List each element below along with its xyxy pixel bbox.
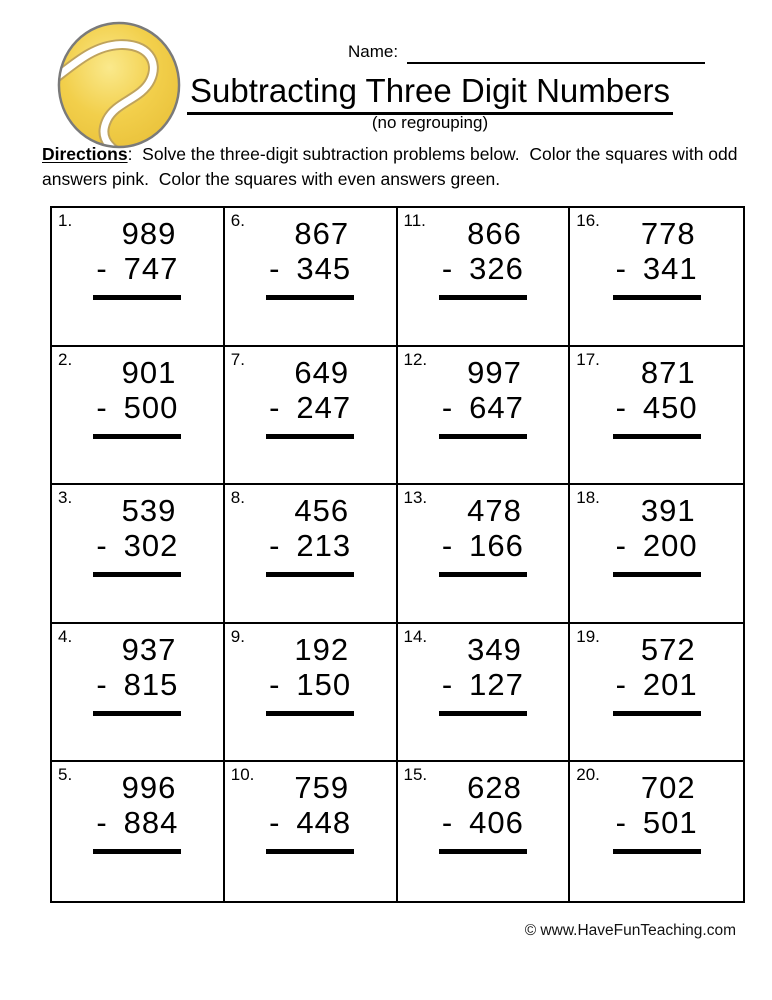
subtraction-problem [269,494,351,577]
minus-sign: - [96,805,108,841]
minuend: 192 [294,631,350,667]
minuend: 456 [294,493,350,529]
answer-line [266,572,354,577]
problem-cell [52,347,225,486]
minus-sign: - [441,251,454,286]
minuend: 539 [121,493,177,529]
minus-sign: - [96,528,108,564]
minus-sign: - [96,389,108,425]
answer-line [613,849,701,854]
problem-cell [225,208,398,347]
answer-line [266,295,354,300]
subtraction-problem [442,217,524,300]
minus-sign: - [441,805,454,841]
problem-cell [570,624,743,763]
subtraction-problem [269,217,351,300]
minus-sign: - [615,666,627,702]
minuend: 478 [467,493,522,529]
problem-number: 17. [576,349,600,369]
subtrahend: 501 [642,805,698,841]
answer-line [266,434,354,439]
subtrahend: 213 [296,528,352,564]
problem-cell [570,347,743,486]
minus-sign: - [441,389,454,425]
problem-number: 11. [403,211,426,230]
answer-line [266,849,354,854]
answer-line [93,434,181,439]
tennis-ball-icon [55,20,183,150]
problem-cell [52,762,225,901]
minuend: 649 [294,354,350,390]
problem-cell [225,624,398,763]
minuend: 867 [294,216,350,251]
problem-number: 5. [58,765,73,785]
minuend: 349 [467,631,522,667]
subtraction-problem [96,356,178,439]
subtrahend: 815 [123,666,179,702]
problem-cell [52,485,225,624]
directions-text [42,142,742,192]
copyright-credit: © www.HaveFunTeaching.com [524,922,736,939]
subtrahend: 747 [123,251,179,286]
minuend: 759 [294,770,350,806]
subtraction-problem [616,771,698,854]
problem-number: 20. [576,765,600,785]
problem-number: 19. [576,626,600,646]
minuend: 996 [121,770,177,806]
minuend: 937 [121,631,177,667]
problem-number: 14. [403,626,428,646]
name-blank-line [407,40,705,64]
subtraction-problem [96,771,178,854]
answer-line [266,711,354,716]
subtrahend: 200 [642,528,698,564]
problem-number: 2. [58,349,73,369]
subtraction-problem [616,494,698,577]
answer-line [439,572,527,577]
problem-cell [570,485,743,624]
subtrahend: 150 [296,666,352,702]
answer-line [93,572,181,577]
answer-line [613,711,701,716]
subtraction-problem [442,771,524,854]
subtraction-problem [616,633,698,716]
problem-number: 1. [58,211,73,230]
subtraction-problem [616,217,698,300]
minus-sign: - [615,389,627,425]
header [178,72,682,115]
subtrahend: 500 [123,389,179,425]
problem-number: 4. [58,626,73,646]
minus-sign: - [96,251,108,286]
problem-number: 9. [230,626,245,646]
problem-cell [398,762,571,901]
subtraction-problem [442,356,524,439]
subtrahend: 341 [642,251,698,286]
problem-cell [398,624,571,763]
minuend: 628 [467,770,522,806]
subtrahend: 345 [296,251,352,286]
minuend: 702 [640,770,696,806]
subtrahend: 326 [469,251,524,286]
subtraction-problem [269,633,351,716]
problem-cell [225,347,398,486]
directions-body: : Solve the three-digit subtraction problems below. Color the squares with odd answers pink. Color the squares with even answers green. [42,144,743,189]
directions-label: Directions [42,144,128,164]
subtraction-problem [616,356,698,439]
subtrahend: 647 [469,389,524,425]
subtrahend: 450 [642,389,698,425]
minus-sign: - [615,528,627,564]
answer-line [439,434,527,439]
subtrahend: 201 [642,666,698,702]
subtraction-problem [96,217,178,300]
minuend: 989 [121,216,177,251]
minus-sign: - [615,251,627,286]
minus-sign: - [269,528,281,564]
subtraction-problem [269,771,351,854]
problem-number: 18. [576,488,600,508]
minuend: 572 [640,631,696,667]
problem-number: 15. [403,765,428,785]
name-label: Name: [348,42,399,61]
subtrahend: 247 [296,389,352,425]
subtrahend: 166 [469,528,524,564]
subtraction-problem [442,494,524,577]
subtrahend: 448 [296,805,352,841]
subtraction-problem [96,494,178,577]
minuend: 778 [640,216,696,251]
minus-sign: - [441,666,454,702]
minuend: 901 [121,354,177,390]
minus-sign: - [269,251,281,286]
problem-cell [225,485,398,624]
answer-line [93,295,181,300]
problem-number: 7. [230,349,245,369]
subtrahend: 127 [469,666,524,702]
problem-cell [398,347,571,486]
problem-number: 10. [230,765,255,785]
problem-cell [225,762,398,901]
problem-cell [398,485,571,624]
problem-cell [570,208,743,347]
problem-cell [52,208,225,347]
minuend: 997 [467,354,522,390]
answer-line [439,711,527,716]
problem-number: 13. [403,488,428,508]
answer-line [439,849,527,854]
answer-line [613,572,701,577]
answer-line [93,849,181,854]
answer-line [93,711,181,716]
problem-cell [570,762,743,901]
minus-sign: - [269,805,281,841]
answer-line [439,295,527,300]
minus-sign: - [269,389,281,425]
problems-grid [50,206,745,903]
minus-sign: - [96,666,108,702]
minus-sign: - [615,805,627,841]
answer-line [613,295,701,300]
minuend: 391 [640,493,696,529]
problem-cell [52,624,225,763]
problem-number: 16. [576,211,600,230]
minuend: 866 [467,216,522,251]
page-subtitle: (no regrouping) [371,113,489,132]
minus-sign: - [441,528,454,564]
subtraction-problem [269,356,351,439]
problem-number: 12. [403,349,428,369]
problem-number: 3. [58,488,73,508]
minuend: 871 [640,354,696,390]
subtrahend: 884 [123,805,179,841]
answer-line [613,434,701,439]
subtrahend: 302 [123,528,179,564]
problem-number: 8. [230,488,245,508]
subtraction-problem [442,633,524,716]
problem-cell [398,208,571,347]
minus-sign: - [269,666,281,702]
subtrahend: 406 [469,805,524,841]
problem-number: 6. [230,211,245,230]
page-title: Subtracting Three Digit Numbers [187,72,673,115]
subtraction-problem [96,633,178,716]
